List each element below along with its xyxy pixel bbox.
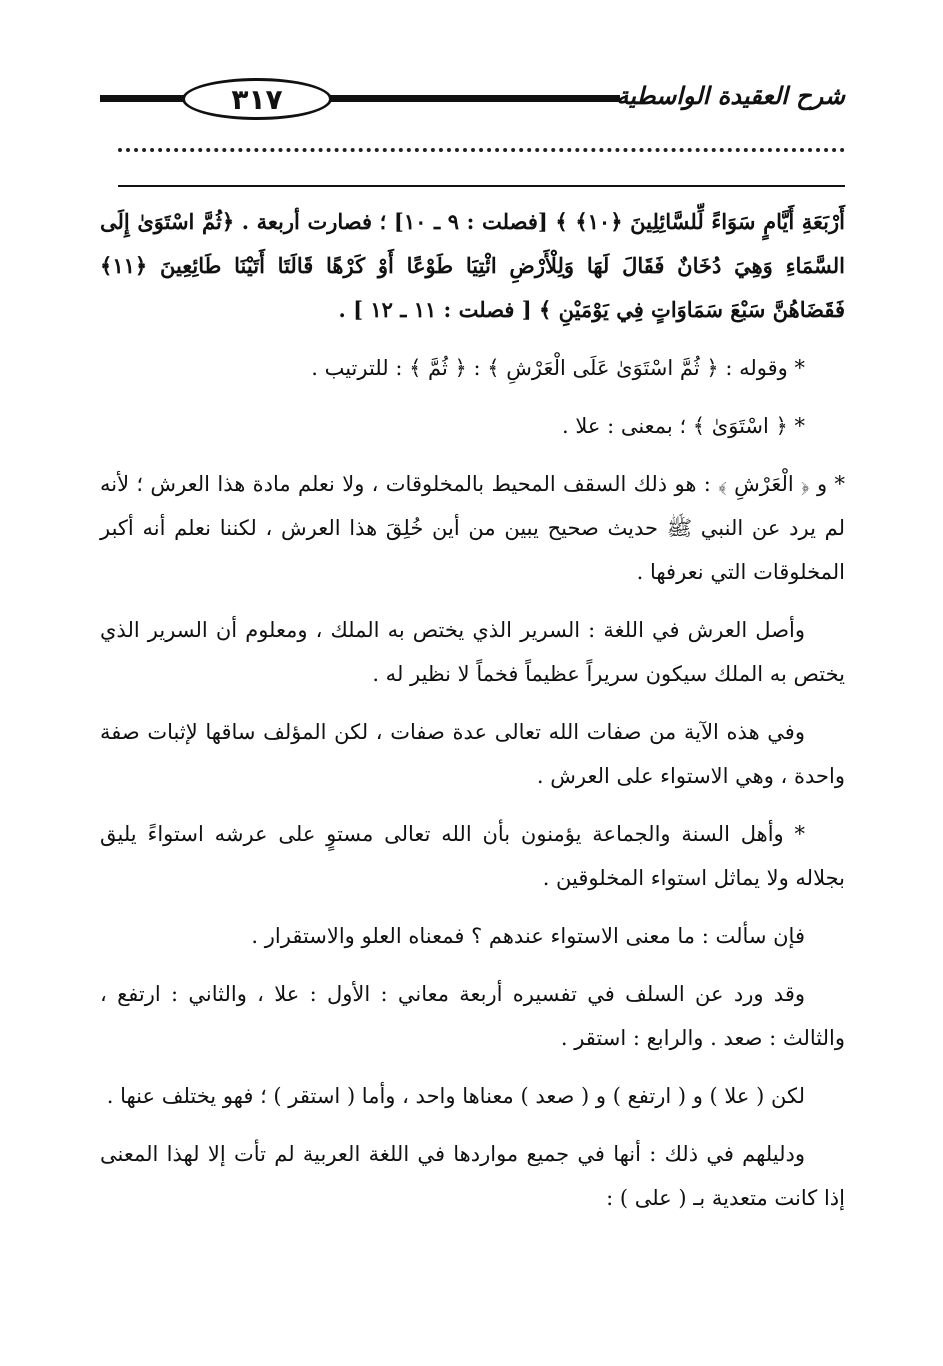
horizontal-rule [118,185,845,187]
paragraph-thumma: * وقوله : ﴿ ثُمَّ اسْتَوَىٰ عَلَى الْعَرْشِ ﴾ : ﴿ ثُمَّ ﴾ : للترتيب . [311,356,805,380]
paragraph-istawa: * ﴿ اسْتَوَىٰ ﴾ ؛ بمعنى : علا . [561,414,805,438]
paragraph-arsh: * و ﴿ الْعَرْشِ ﴾ : هو ذلك السقف المحيط بالمخلوقات ، ولا نعلم مادة هذا العرش ؛ لأنه لم يرد عن النبي ﷺ حديث صحيح يبين من أين خُلِقَ هذا العرش ، لكننا نعلم أنه أكبر المخلوقات التي نعرفها . [100,472,845,584]
header-rule [100,95,620,102]
page-header [100,70,845,126]
paragraph-attributes: وفي هذه الآية من صفات الله تعالى عدة صفات ، لكن المؤلف ساقها لإثبات صفة واحدة ، وهي الاستواء على العرش . [100,720,845,788]
paragraph-ahl-sunnah: * وأهل السنة والجماعة يؤمنون بأن الله تعالى مستوٍ على عرشه استواءً يليق بجلاله ولا يماثل استواء المخلوقين . [100,822,845,890]
book-title: شرح العقيدة الواسطية [616,82,845,110]
paragraph-four-meanings: وقد ورد عن السلف في تفسيره أربعة معاني : الأول : علا ، والثاني : ارتفع ، والثالث : صعد . والرابع : استقر . [100,982,845,1050]
paragraph-arsh-language: وأصل العرش في اللغة : السرير الذي يختص به الملك ، ومعلوم أن السرير الذي يختص به الملك سيكون سريراً عظيماً فخماً لا نظير له . [100,618,845,686]
dotted-separator [118,148,845,168]
paragraph-meaning-question: فإن سألت : ما معنى الاستواء عندهم ؟ فمعناه العلو والاستقرار . [251,924,805,948]
page-number: ٣١٧ [182,78,332,120]
paragraph-evidence: ودليلهم في ذلك : أنها في جميع مواردها في اللغة العربية لم تأت إلا لهذا المعنى إذا كانت متعدية بـ ( على ) : [100,1142,845,1210]
paragraph-quran-verses: أَرْبَعَةِ أَيَّامٍ سَوَاءً لِّلسَّائِلِينَ ﴿١٠﴾ ﴾ [فصلت : ٩ ـ ١٠] ؛ فصارت أربعة . ﴿ثُمَّ اسْتَوَىٰ إِلَى السَّمَاءِ وَهِيَ دُخَانٌ فَقَالَ لَهَا وَلِلْأَرْضِ ائْتِيَا طَوْعًا أَوْ كَرْهًا قَالَتَا أَتَيْنَا طَائِعِينَ ﴿١١﴾ فَقَضَاهُنَّ سَبْعَ سَمَاوَاتٍ فِي يَوْمَيْنِ ﴾ [ فصلت : ١١ ـ ١٢ ] . [100,209,845,322]
page-body [100,200,845,1234]
paragraph-meanings-difference: لكن ( علا ) و ( ارتفع ) و ( صعد ) معناها واحد ، وأما ( استقر ) ؛ فهو يختلف عنها . [106,1084,805,1108]
